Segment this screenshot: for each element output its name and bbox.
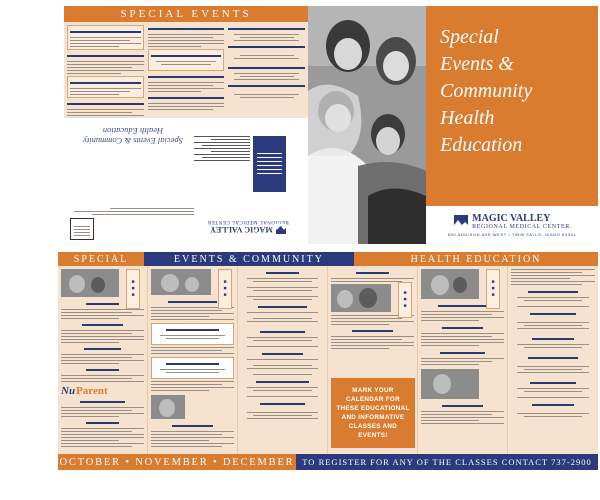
nuparent-logo: Nu Parent: [61, 385, 108, 397]
title-segment-events-community: EVENTS & COMMUNITY: [144, 252, 354, 266]
special-events-columns: [64, 22, 308, 118]
calendar-callout: MARK YOUR CALENDAR FOR THESE EDUCATIONAL AND INFORMATIVE CLASSES AND EVENTS!: [331, 378, 415, 448]
special-events-banner-title: SPECIAL EVENTS: [120, 8, 252, 20]
back-cover-mailer: [64, 118, 308, 244]
postage-indicia: [70, 218, 94, 240]
family-photo: [308, 6, 426, 244]
inside-panel-2: [148, 266, 238, 454]
footer-register-contact: TO REGISTER FOR ANY OF THE CLASSES CONTACT 737-2900: [296, 454, 598, 470]
brochure-outside-spread: [64, 6, 598, 244]
panel-side-tab: ■■■: [126, 269, 140, 309]
front-cover: [426, 6, 598, 244]
panel-side-tab: ■■■: [398, 282, 412, 318]
panel-photo: [151, 269, 211, 295]
inside-panel-5: [418, 266, 508, 454]
panel-photo: [421, 269, 479, 299]
inside-panel-1: [58, 266, 148, 454]
inside-title-bar: [58, 252, 598, 266]
panel-photo: [331, 284, 391, 312]
back-cover-title: Special Events & Community Health Education: [83, 126, 183, 146]
back-cover-info-text: [194, 136, 250, 161]
events-column-2: [148, 25, 225, 115]
brochure-inside-spread: [58, 252, 598, 470]
mountain-logo-icon: [454, 215, 468, 229]
inside-panel-3: [238, 266, 328, 454]
inside-panel-4: [328, 266, 418, 454]
footer-months: OCTOBER • NOVEMBER • DECEMBER: [58, 454, 296, 470]
back-cover-address-lines: [74, 208, 194, 215]
cover-title: Special Events & Community Health Education: [440, 26, 533, 156]
mountain-logo-icon: [276, 224, 286, 234]
inside-panels: [58, 266, 598, 454]
inside-panel-6: [508, 266, 598, 454]
back-cover-blue-notice: [253, 136, 286, 192]
events-column-3: [228, 25, 305, 115]
special-events-banner: [64, 6, 308, 22]
inside-flap-panel: [64, 6, 308, 244]
family-photo-image: [308, 6, 426, 244]
events-column-1: [67, 25, 144, 115]
inside-footer-bar: [58, 454, 598, 470]
cover-logo: MAGIC VALLEY REGIONAL MEDICAL CENTER 650 ADDISON AVE WEST • TWIN FALLS, IDAHO 83301: [426, 206, 598, 244]
panel-photo: [421, 369, 479, 399]
panel-photo: [61, 269, 119, 297]
panel-photo: [151, 395, 185, 419]
panel-side-tab: ■■■: [486, 269, 500, 309]
back-cover-logo: MAGIC VALLEY REGIONAL MEDICAL CENTER: [207, 219, 289, 234]
title-segment-special: SPECIAL: [58, 252, 144, 266]
panel-side-tab: ■■■: [218, 269, 232, 309]
title-segment-health-education: HEALTH EDUCATION: [354, 252, 598, 266]
